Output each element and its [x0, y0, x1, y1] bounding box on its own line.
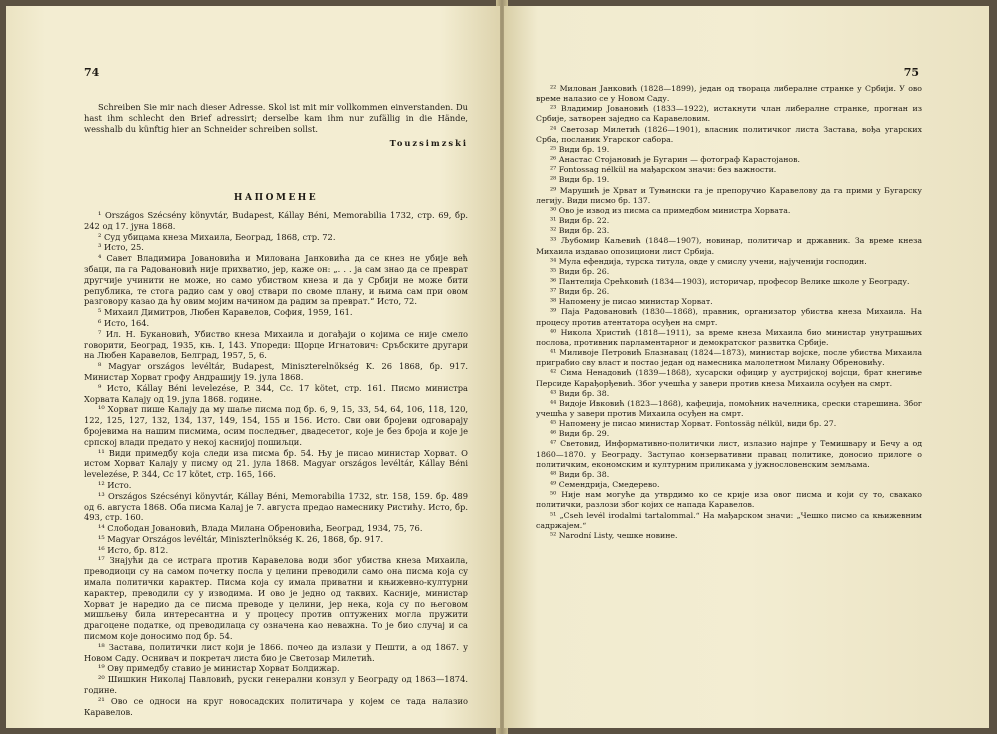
footnote: ⁶ Исто, 164.: [98, 317, 150, 328]
left-page: [6, 6, 500, 728]
footnote: ¹⁶ Исто, бр. 812.: [98, 544, 169, 555]
footnote: ⁵⁰ Није нам могуће да утврдимо ко се крије иза овог писма и који су то, свакако политички, разлози због којих се напада Каравелов.: [536, 490, 922, 510]
footnote: ²⁶ Анастас Стојановић је Бугарин — фотограф Карастојанов.: [550, 155, 800, 165]
footnote: ¹¹ Види примедбу која следи иза писма бр. 54. Њу је писао министар Хорват. О истом Хорват Калају у писму од 21. јула 1868. Magyar országos levéltár, Kállay Béni levelezése, P. 344, Cc 17 kötet, стр. 165, 166.: [84, 447, 468, 480]
footnote: ³⁴ Мула ефендија, турска титула, овде у смислу учени, најученији господин.: [550, 256, 867, 266]
footnote: ³² Види бр. 23.: [550, 226, 610, 236]
footnote: ¹⁷ Знајући да се истрага против Каравелова води због убиства кнеза Михаила, преводиоци су на самом почетку посла у целини преводили само она писма која су имала политички карактер. Писма која су имала приватни и књижевно-културни карактер, преводили су у изводима. И ово је једно од таквих. Касније, министар Хорват је наредио да се писма преводе у целини, јер нека, која су по његовом мишљењу била интересантна и у процесу против оптужених могла пружити драгоцене податке, од преводилаца су означена као неважна. То је био случај и са писмом које доносимо под бр. 54.: [84, 555, 468, 642]
footnote: ²⁷ Fontossag nélkül на мађарском значи: без важности.: [550, 165, 777, 175]
footnote: ⁴⁰ Никола Христић (1818—1911), за време кнеза Михаила био министар унутрашњих послова, противник парламентарног и демократског развитка Србије.: [536, 327, 922, 347]
section-heading: НАПОМЕНЕ: [233, 193, 319, 204]
right-page-text: [536, 84, 922, 541]
signature: Touzsimzski: [389, 138, 468, 149]
right-page: [504, 6, 989, 728]
footnote: ³⁶ Пантелија Срећковић (1834—1903), историчар, професор Велике школе у Београду.: [550, 276, 910, 286]
footnote: ⁵ Михаил Димитров, Любен Каравелов, София, 1959, 161.: [98, 307, 353, 318]
footnote: ⁴⁹ Семендрија, Смедерево.: [550, 480, 660, 490]
footnote: ²⁰ Шишкин Николај Павловић, руски генерални конзул у Београду од 1863—1874. године.: [84, 674, 468, 696]
footnote: ⁵¹ „Cseh levél irodalmi tartalommal.“ На мађарском значи: „Чешко писмо са књижевним садржајем.“: [536, 510, 922, 530]
footnote: ⁴² Сима Ненадовић (1839—1868), хусарски официр у аустријској војсци, брат кнегиње Персиде Карађорђевић. Због учешћа у завери против кнеза Михаила осуђен на смрт.: [536, 368, 922, 388]
footnote: ³⁹ Паја Радовановић (1830—1868), правник, организатор убиства кнеза Михаила. На процесу против атентатора осуђен на смрт.: [536, 307, 922, 327]
footnote: ¹⁴ Слободан Јовановић, Влада Милана Обреновића, Београд, 1934, 75, 76.: [98, 523, 423, 534]
footnote: ⁴⁵ Напомену је писао министар Хорват. Fontossäg nélkül, види бр. 27.: [550, 419, 837, 429]
footnote: ³⁰ Ово је извод из писма са примедбом министра Хорвата.: [550, 205, 791, 215]
footnote: ³¹ Види бр. 22.: [550, 216, 610, 226]
footnote: ⁹ Исто, Kállay Béni levelezése, P. 344, Cc. 17 kötet, стр. 161. Писмо министра Хорвата Калају од 19. јула 1868. године.: [84, 382, 468, 404]
footnote: ¹³ Országos Szécsényi könyvtár, Kállay Béni, Memorabilia 1732, str. 158, 159. бр. 489 од 6. августа 1868. Оба писма Калај је 7. августа предао намеснику Ристићу. Исто, бр. 493, стр. 160.: [84, 490, 468, 523]
footnote: ²⁸ Види бр. 19.: [550, 175, 610, 185]
footnote: ¹⁹ Ову примедбу ставио је министар Хорват Болдижар.: [98, 663, 340, 674]
footnote: ²² Милован Јанковић (1828—1899), један од твораца либералне странке у Србији. У ово време налазио се у Новом Саду.: [536, 84, 922, 104]
footnote: ⁴⁷ Световид, Информативно-политички лист, излазио најпре у Темишвару и Бечу а од 1860—1870. у Београду. Заступао конзервативни правац политике, доносио прилоге о политичким, економским и културним приликама у јужнословенским земљама.: [536, 439, 922, 469]
footnote: ⁷ Ил. Н. Букановић, Убиство кнеза Михаила и догађаји о којима се није смело говорити, Београд, 1935, књ. I, 143. Упореди: Щорце Игнатович: Сръбските другари на Любен Каравелов, Белград, 1957, 5, 6.: [84, 328, 468, 361]
footnote: ⁴³ Види бр. 38.: [550, 388, 610, 398]
footnote: ³ Исто, 25.: [98, 242, 144, 253]
footnote: ²⁵ Види бр. 19.: [550, 144, 610, 154]
footnote: ⁴⁸ Види бр. 38.: [550, 469, 610, 479]
footnote: ⁴ Савет Владимира Јовановића и Милована Јанковића да се кнез не убије већ збаци, па га Радовановић није прихватио, јер, каже он: „. . . ја сам знао да се преврат другчије учинити не може, но само убиством кнеза и да у Србији не може бити република, те стога радио сам у овој ствари по своме плану, и њима сам при овом разговору казао да ћу овим мојим начином да радим за преврат.“ Исто, 72.: [84, 253, 468, 307]
page-number: 74: [84, 66, 100, 79]
footnote: ⁵² Narodní Listy, чешке новине.: [550, 530, 678, 540]
footnote: ⁴¹ Миливоје Петровић Блазнавац (1824—1873), министар војске, после убиства Михаила приграбио сву власт и постао један од намесника малолетном Милану Обреновићу.: [536, 348, 922, 368]
footnote: ³⁸ Напомену је писао министар Хорват.: [550, 297, 713, 307]
footnote: ¹⁰ Хорват пише Калају да му шаље писма под бр. 6, 9, 15, 33, 54, 64, 106, 118, 120, 122, 125, 127, 132, 134, 137, 149, 154, 155 и 156. Исто. Сви ови бројеви одговарају бројевима на нашим писмима, осим последњег, двадесетог, које је без броја и које је српској влади предато у некој каснијој пошиљци.: [84, 404, 468, 447]
left-page-text: [84, 102, 468, 717]
footnotes-list: [84, 210, 468, 717]
footnote: ²³ Владимир Јовановић (1833—1922), истакнути члан либералне странке, прогнан из Србије, затворен заједно са Каравеловим.: [536, 104, 922, 124]
letter-ending: Schreiben Sie mir nach dieser Adresse. Skol ist mit mir vollkommen einverstanden. Du hast ihm schlecht den Brief adressirt; derselbe kam ihm nur zufällig in die Hände, wesshalb du künftig hier an Schneider schreiben sollst.: [84, 102, 468, 134]
footnote: ² Суд убицама кнеза Михаила, Београд, 1868, стр. 72.: [98, 231, 336, 242]
footnote: ⁴⁴ Видоје Ивковић (1823—1868), кафеџија, помоћник начелника, срески старешина. Због учешћа у завери против Михаила осуђен на смрт.: [536, 398, 922, 418]
footnote: ¹ Országos Szécsény könyvtár, Budapest, Kállay Béni, Memorabilia 1732, стр. 69, бр. 242 од 17. јуна 1868.: [84, 209, 468, 231]
footnote: ⁸ Magyar országos levéltár, Budapest, Miniszterelnökség K. 26 1868, бр. 917. Министар Хорват грофу Андрашију 19. јула 1868.: [84, 361, 468, 382]
footnote: ²¹ Ово се односи на круг новосадских политичара у којем се тада налазио Каравелов.: [84, 695, 468, 717]
footnote: ³⁷ Види бр. 26.: [550, 287, 610, 297]
footnote: ⁴⁶ Види бр. 29.: [550, 429, 610, 439]
footnote: ¹² Исто.: [98, 479, 132, 490]
footnote: ¹⁸ Застава, политички лист који је 1866. почео да излази у Пешти, а од 1867. у Новом Саду. Оснивач и покретач листа био је Светозар Милетић.: [84, 641, 468, 663]
footnote: ³³ Љубомир Каљевић (1848—1907), новинар, политичар и државник. За време кнеза Михаила издавао опозициони лист Србија.: [536, 236, 922, 256]
footnote: ²⁴ Светозар Милетић (1826—1901), власник политичког листа Застава, вођа угарских Срба, посланик Угарског сабора.: [536, 124, 922, 144]
footnote: ³⁵ Види бр. 26.: [550, 266, 610, 276]
page-number: 75: [903, 66, 919, 79]
footnotes-list: [536, 84, 922, 541]
footnote: ¹⁵ Magyar Országos levéltár, Miniszterlnökség K. 26, 1868, бр. 917.: [98, 533, 384, 544]
footnote: ²⁹ Марушић је Хрват и Туњински га је препоручио Каравелову да га прими у Бугарску легију. Види писмо бр. 137.: [536, 185, 922, 205]
